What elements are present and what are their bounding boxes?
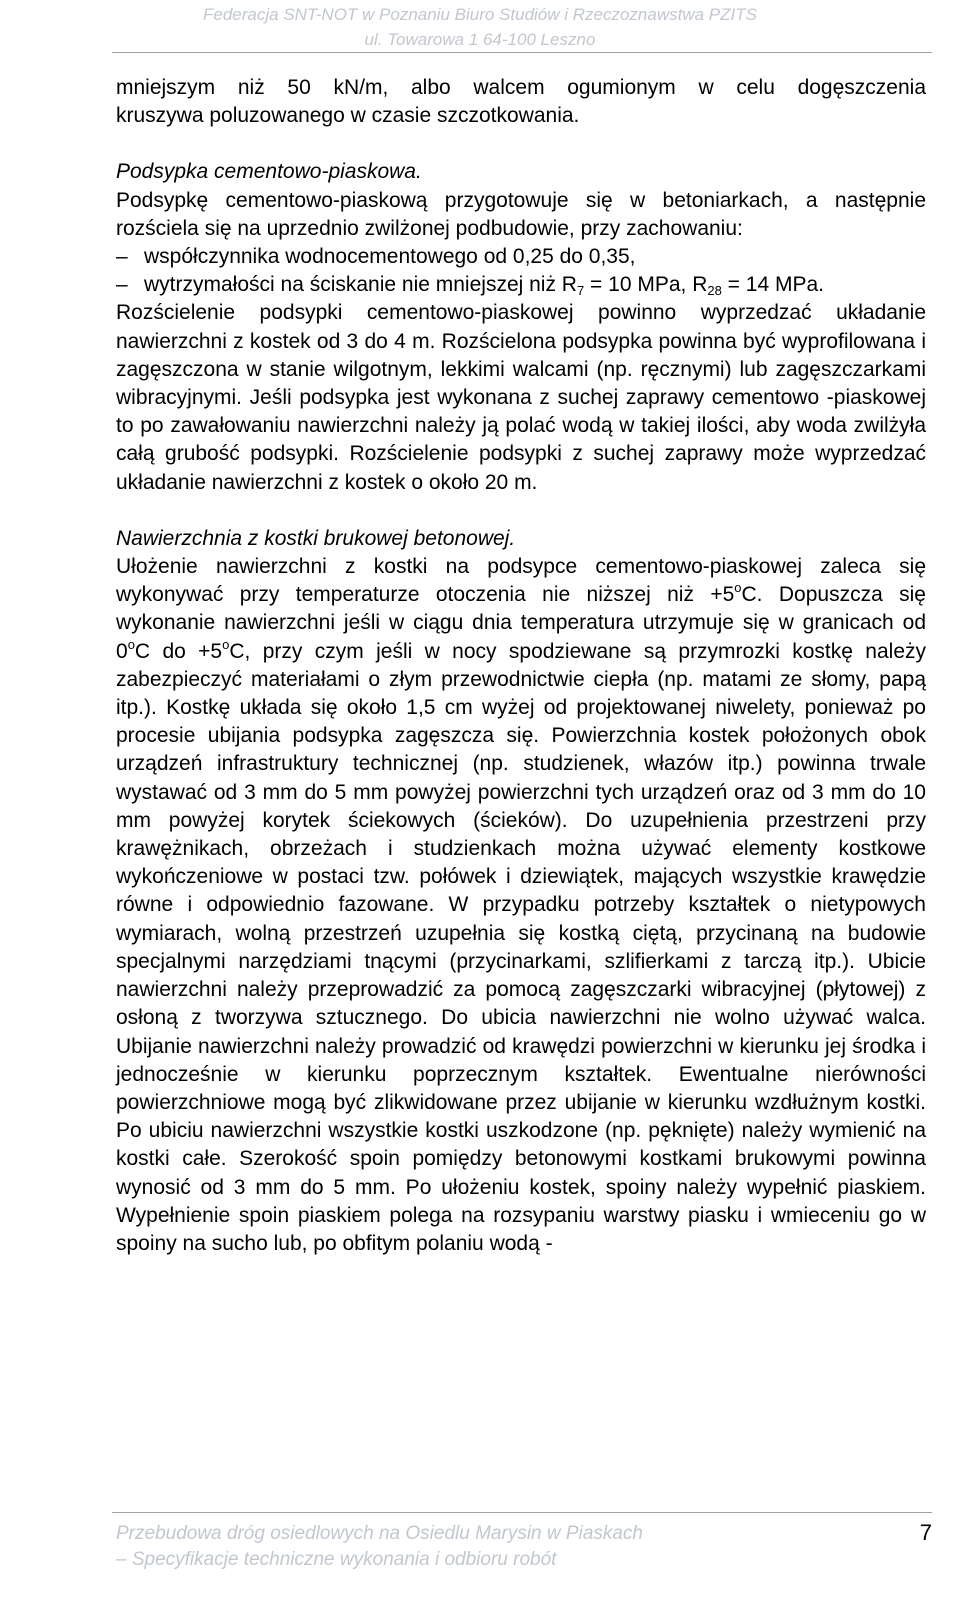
paragraph-podsypka-2: Rozścielenie podsypki cementowo-piaskowej powinno wyprzedzać układanie nawierzchni z kostek od 3 do 4 m. Rozścielona podsypka powinna być wyprofilowana i zagęszczona w stanie wilgotnym, lekkimi walcami (np. ręcznymi) lub zagęszczarkami wibracyjnymi. Jeśli podsypka jest wykonana z suchej zaprawy cementowo -piaskowej to po zawałowaniu nawierzchni należy ją polać wodą w takiej ilości, aby woda zwilżyła całą grubość podsypki. Rozścielenie podsypki z suchej zaprawy może wyprzedzać układanie nawierzchni z kostek o około 20 m. xyxy=(116,301,926,494)
page-header xyxy=(0,0,960,52)
section-heading-podsypka: Podsypka cementowo-piaskowa. xyxy=(116,160,422,184)
list-item-text: wytrzymałości na ściskanie nie mniejszej niż $R_7 = 10$ MPa, $R_{28} = 14$ MPa. xyxy=(144,273,824,299)
footer-line-2: – Specyfikacje techniczne wykonania i odbioru robót xyxy=(116,1549,557,1570)
list-item xyxy=(116,243,926,271)
paragraph-podsypka-1: Podsypkę cementowo-piaskową przygotowuje się w betoniarkach, a następnie rozściela się na uprzednio zwilżonej podbudowie, przy zachowaniu: xyxy=(116,188,926,240)
list-item-text: współczynnika wodnocementowego od 0,25 do 0,35, xyxy=(144,245,636,269)
list-item xyxy=(116,271,926,299)
footer-divider xyxy=(112,1512,932,1513)
page-footer xyxy=(116,1521,643,1573)
page-number: 7 xyxy=(919,1520,932,1545)
section-heading-nawierzchnia: Nawierzchnia z kostki brukowej betonowej. xyxy=(116,526,516,550)
document-body xyxy=(116,74,926,1258)
header-divider xyxy=(112,52,932,53)
dash-bullet: – xyxy=(116,245,128,269)
footer-line-1: Przebudowa dróg osiedlowych na Osiedlu Marysin w Piaskach xyxy=(116,1523,643,1544)
paragraph-nawierzchnia: Ułożenie nawierzchni z kostki na podsypce cementowo-piaskowej zaleca się wykonywać przy temperaturze otoczenia nie niższej niż $+5^oC$. Dopuszcza się wykonanie nawierzchni jeśli w ciągu dnia temperatura utrzymuje się w granicach od 0$^o$C do $+5^oC$, przy czym jeśli w nocy spodziewane są przymrozki kostkę należy zabezpieczyć materiałami o złym przewodnictwie ciepła (np. matami ze słomy, papą itp.). Kostkę układa się około 1,5 cm wyżej od projektowanej niwelety, ponieważ po procesie ubijania podsypka zagęszcza się. Powierzchnia kostek położonych obok urządzeń infrastruktury technicznej (np. studzienek, włazów itp.) powinna trwale wystawać od 3 mm do 5 mm powyżej powierzchni tych urządzeń oraz od 3 mm do 10 mm powyżej korytek ściekowych (ścieków). Do uzupełnienia przestrzeni przy krawężnikach, obrzeżach i studzienkach można używać elementy kostkowe wykończeniowe w postaci tzw. połówek i dziewiątek, mających wszystkie krawędzie równe i odpowiednio fazowane. W przypadku potrzeby kształtek o nietypowych wymiarach, wolną przestrzeń uzupełnia się kostką ciętą, przycinaną na budowie specjalnymi narzędziami tnącymi (przycinarkami, szlifierkami z tarczą itp.). Ubicie nawierzchni należy przeprowadzić za pomocą zagęszczarki wibracyjnej (płytowej) z osłoną z tworzywa sztucznego. Do ubicia nawierzchni nie wolno używać walca. Ubijanie nawierzchni należy prowadzić od krawędzi powierzchni w kierunku jej środka i jednocześnie w kierunku poprzecznym kształtek. Ewentualne nierówności powierzchniowe mogą być zlikwidowane przez ubijanie w kierunku wzdłużnym kostki. Po ubiciu nawierzchni wszystkie kostki uszkodzone (np. pęknięte) należy wymienić na kostki całe. Szerokość spoin pomiędzy betonowymi kostkami brukowymi powinna wynosić od 3 mm do 5 mm. Po ułożeniu kostek, spoiny należy wypełnić piaskiem. Wypełnienie spoin piaskiem polega na rozsypaniu warstwy piasku i wmieceniu go w spoiny na sucho lub, po obfitym polaniu wodą - xyxy=(116,555,927,1255)
header-line-2: ul. Towarowa 1 64-100 Leszno xyxy=(364,30,596,49)
dash-bullet: – xyxy=(116,273,128,297)
intro-line-2: kruszywa poluzowanego w czasie szczotkowania. xyxy=(116,104,580,128)
header-line-1: Federacja SNT-NOT w Poznaniu Biuro Studiów i Rzeczoznawstwa PZITS xyxy=(203,5,757,24)
intro-line-1: mniejszym niż 50 kN/m, albo walcem ogumionym w celu dogęszczenia xyxy=(116,76,926,99)
